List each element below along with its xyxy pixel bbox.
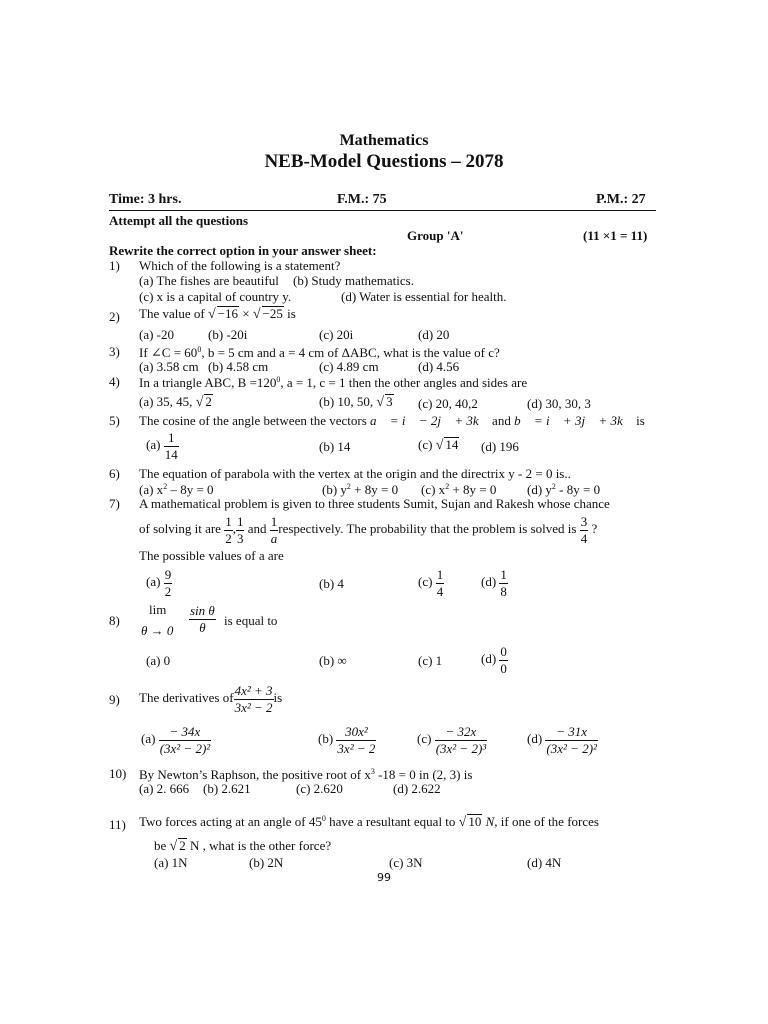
question-4-number: 4) (109, 374, 120, 389)
denominator: 8 (500, 583, 507, 599)
comma: , (232, 521, 236, 537)
subject-heading: Mathematics (339, 132, 429, 149)
q1-option-c: (c) x is a capital of country y. (139, 289, 292, 304)
sin-theta-over-theta (189, 603, 216, 635)
q5-option-a (146, 430, 179, 462)
numerator: − 34x (159, 724, 212, 741)
q3-option-c: (c) 4.89 cm (319, 359, 379, 374)
question-6-number: 6) (109, 466, 120, 481)
q2-suffix: is (287, 306, 296, 321)
q9-option-a-label: (a) (141, 731, 156, 747)
degree-mark: 0 (321, 814, 326, 823)
exponent: 3 (370, 767, 375, 776)
full-marks-label: F.M.: 75 (337, 192, 387, 207)
q10-text-part-1: By Newton’s Raphson, the positive root of x (139, 767, 371, 782)
times-symbol: × (242, 306, 250, 321)
question-11-text-line-2 (154, 838, 331, 855)
question-1 (109, 259, 120, 274)
exponent: 2 (346, 482, 351, 491)
group-label: Group 'A' (407, 228, 464, 243)
question-8-number: 8) (109, 613, 120, 628)
question-2-text (139, 306, 296, 323)
q11-option-d: (d) 4N (527, 855, 562, 870)
limit-word: lim (149, 602, 167, 617)
q4-text-part-1: In a triangle ABC, B =120 (139, 375, 277, 390)
denominator: 0 (500, 660, 507, 676)
q7-text-part: of solving it are (139, 521, 221, 537)
q8-option-b: (b) ∞ (319, 653, 347, 668)
q2-option-a: (a) -20 (139, 327, 175, 342)
denominator: 4 (580, 530, 588, 546)
q11-option-c: (c) 3N (389, 855, 423, 870)
q6-b-part-1: (b) y (322, 482, 347, 497)
q11-text-part-4: N , what is the other force? (189, 838, 332, 853)
denominator: 4 (436, 583, 444, 599)
numerator: 9 (164, 567, 172, 582)
page-title: NEB-Model Questions – 2078 (264, 151, 504, 172)
q4-option-b-text: (b) 10, 50, (319, 394, 374, 409)
question-4-text (139, 375, 527, 391)
q7-option-a-fraction (164, 567, 173, 599)
q7-option-d-label: (d) (481, 574, 497, 590)
numerator: sin θ (190, 603, 215, 618)
denominator: (3x² − 2)³ (435, 740, 487, 756)
q2-radicand-2: −25 (262, 306, 283, 321)
question-5-number: 5) (109, 413, 120, 428)
question-7-text-line-1: A mathematical problem is given to three students Sumit, Sujan and Rakesh whose chance (139, 496, 610, 511)
question-7-text-line-3: The possible values of a are (139, 548, 284, 563)
q3-text-part-1: If ∠C = 60 (139, 345, 198, 360)
header-divider (109, 210, 656, 211)
unit-newton: N (485, 814, 495, 829)
q9-option-b-fraction (336, 724, 376, 756)
q3-option-a: (a) 3.58 cm (139, 359, 199, 374)
question-number: 1) (109, 258, 120, 273)
vector-b: b⃗ = i⃗ + 3j⃗ + 3k⃗ (514, 413, 633, 428)
q6-c-part-2: + 8y = 0 (449, 482, 497, 497)
fraction-third (236, 514, 245, 546)
q7-option-b: (b) 4 (319, 576, 344, 591)
q1-option-d: (d) Water is essential for health. (341, 289, 507, 304)
q8-option-d-fraction (499, 644, 508, 676)
q5-is: is (636, 413, 645, 428)
q11-radicand-1: 10 (468, 814, 482, 829)
q9-option-d (527, 724, 598, 756)
q5-option-c (418, 437, 459, 454)
time-label: Time: 3 hrs. (109, 192, 182, 207)
pass-marks-label: P.M.: 27 (596, 192, 646, 207)
exponent: 2 (445, 482, 450, 491)
denominator: 2 (225, 530, 232, 546)
q6-d-part-1: (d) y (527, 482, 552, 497)
sqrt-symbol: √ (376, 395, 385, 410)
question-1-text: Which of the following is a statement? (139, 258, 341, 273)
q5-option-d: (d) 196 (481, 439, 519, 454)
q11-option-b: (b) 2N (249, 855, 284, 870)
numerator: 4x² + 3 (234, 683, 273, 698)
q9-option-c (417, 724, 487, 756)
question-3-number: 3) (109, 344, 120, 359)
sqrt-symbol: √ (195, 395, 204, 410)
q9-option-a (141, 724, 211, 756)
q2-option-c: (c) 20i (319, 327, 354, 342)
q10-option-d: (d) 2.622 (393, 781, 441, 796)
q11-text-part-2: have a resultant equal to (325, 814, 456, 829)
q9-option-c-fraction (435, 724, 488, 756)
numerator: 30x² (336, 724, 376, 741)
q2-option-b: (b) -20i (208, 327, 248, 342)
q5-option-a-label: (a) (146, 437, 161, 453)
q5-text-part-1: The cosine of the angle between the vectors (139, 413, 367, 428)
sqrt-symbol: √ (435, 438, 444, 453)
q11-option-a: (a) 1N (154, 855, 188, 870)
q8-text: is equal to (224, 613, 278, 628)
question-mark: ? (591, 521, 598, 537)
q6-a-part-1: (a) x (139, 482, 164, 497)
q6-d-part-2: - 8y = 0 (555, 482, 601, 497)
exponent: 2 (551, 482, 556, 491)
limit-subscript: θ → 0 (141, 623, 174, 638)
q7-option-c (418, 567, 444, 599)
denominator: 14 (164, 446, 178, 462)
q5-and: and (492, 413, 511, 428)
q4-option-b (319, 394, 394, 411)
q9-option-b-label: (b) (318, 731, 334, 747)
question-7-number: 7) (109, 496, 120, 511)
q4-text-part-2: , a = 1, c = 1 then the other angles and sides are (280, 375, 528, 390)
vector-a: a⃗ = i⃗ − 2j⃗ + 3k⃗ (370, 413, 489, 428)
sqrt-symbol: √ (207, 307, 216, 322)
q7-option-c-label: (c) (418, 574, 433, 590)
degree-mark: 0 (276, 375, 281, 384)
degree-mark: 0 (197, 345, 202, 354)
q8-option-d-label: (d) (481, 651, 497, 667)
q3-text-part-2: , b = 5 cm and a = 4 cm of ΔABC, what is the value of c? (201, 345, 500, 360)
question-5-text (139, 414, 645, 429)
numerator: 1 (270, 514, 278, 529)
q2-prefix: The value of (139, 306, 205, 321)
q9-option-d-fraction (545, 724, 598, 756)
question-10-number: 10) (109, 766, 127, 781)
numerator: − 31x (545, 724, 598, 741)
denominator: 3x² − 2 (337, 740, 376, 756)
q1-option-a: (a) The fishes are beautiful (139, 273, 279, 288)
rewrite-instruction: Rewrite the correct option in your answer sheet: (109, 243, 377, 258)
numerator: 3 (580, 514, 588, 529)
q8-option-a: (a) 0 (146, 653, 171, 668)
fraction-three-quarters (580, 514, 589, 546)
q9-is: is (273, 690, 283, 706)
q3-option-d: (d) 4.56 (418, 359, 460, 374)
denominator: θ (199, 619, 206, 635)
numerator: 1 (164, 430, 179, 447)
question-9-text (139, 683, 282, 715)
q7-text-part: respectively. The probability that the problem is solved is (278, 521, 577, 537)
sqrt-symbol: √ (169, 839, 178, 854)
q8-option-d (481, 644, 508, 676)
denominator: 3 (236, 530, 244, 546)
question-6-text: The equation of parabola with the vertex at the origin and the directrix y - 2 = 0 is.. (139, 466, 571, 481)
q5-option-c-radicand: 14 (445, 437, 459, 452)
q11-radicand-2: 2 (179, 838, 186, 853)
q8-option-c: (c) 1 (418, 653, 443, 668)
q11-text-part-3: , if one of the forces (494, 814, 599, 829)
page-number: 99 (377, 871, 391, 884)
denominator: 2 (164, 583, 172, 599)
q7-option-d (481, 567, 508, 599)
q6-c-part-1: (c) x (421, 482, 446, 497)
denominator: a (270, 530, 278, 546)
q10-text-part-2: -18 = 0 in (2, 3) is (374, 767, 473, 782)
q5-option-c-label: (c) (418, 437, 433, 452)
numerator: 1 (436, 567, 444, 582)
q6-a-part-2: – 8y = 0 (167, 482, 214, 497)
attempt-instruction: Attempt all the questions (109, 213, 249, 228)
q4-option-c: (c) 20, 40,2 (418, 396, 478, 411)
q7-option-a (146, 567, 172, 599)
question-11-number: 11) (109, 817, 126, 832)
q7-option-c-fraction (436, 567, 445, 599)
denominator: (3x² − 2)² (546, 740, 597, 756)
q9-option-b (318, 724, 376, 756)
fraction-one-over-a (270, 514, 279, 546)
q4-option-a (139, 394, 213, 411)
q11-be: be (154, 838, 167, 853)
numerator: 1 (225, 514, 232, 529)
q4-option-a-text: (a) 35, 45, (139, 394, 193, 409)
q5-option-a-fraction (164, 430, 179, 462)
q9-option-c-label: (c) (417, 731, 432, 747)
q3-option-b: (b) 4.58 cm (208, 359, 269, 374)
q2-radicand-1: −16 (217, 306, 238, 321)
q8-expression (189, 603, 216, 635)
fraction-half (224, 514, 233, 546)
q9-option-d-label: (d) (527, 731, 543, 747)
q4-option-a-radicand: 2 (205, 394, 212, 409)
numerator: 1 (500, 567, 507, 582)
q9-option-a-fraction (159, 724, 212, 756)
numerator: 1 (236, 514, 244, 529)
q9-text: The derivatives of (139, 690, 234, 706)
question-2-number: 2) (109, 309, 120, 324)
q7-option-a-label: (a) (146, 574, 161, 590)
numerator: − 32x (435, 724, 488, 741)
q9-function-fraction (234, 683, 274, 715)
q5-option-b: (b) 14 (319, 439, 351, 454)
q10-option-c: (c) 2.620 (296, 781, 343, 796)
q11-text-part-1: Two forces acting at an angle of 45 (139, 814, 322, 829)
denominator: (3x² − 2)² (159, 740, 211, 756)
denominator: 3x² − 2 (234, 699, 273, 715)
question-9-number: 9) (109, 692, 120, 707)
q2-option-d: (d) 20 (418, 327, 450, 342)
question-11-text-line-1 (139, 814, 599, 831)
q10-option-a: (a) 2. 666 (139, 781, 190, 796)
sqrt-symbol: √ (252, 307, 261, 322)
question-7-text-line-2 (139, 514, 597, 546)
q10-option-b: (b) 2.621 (203, 781, 251, 796)
q1-option-b: (b) Study mathematics. (293, 273, 414, 288)
q4-option-d: (d) 30, 30, 3 (527, 396, 591, 411)
q7-and: and (247, 521, 267, 537)
group-marks: (11 ×1 = 11) (583, 228, 648, 243)
sqrt-symbol: √ (458, 815, 467, 830)
numerator: 0 (500, 644, 507, 659)
q7-option-d-fraction (499, 567, 508, 599)
exponent: 2 (163, 482, 168, 491)
q4-option-b-radicand: 3 (386, 394, 393, 409)
q6-b-part-2: + 8y = 0 (350, 482, 399, 497)
